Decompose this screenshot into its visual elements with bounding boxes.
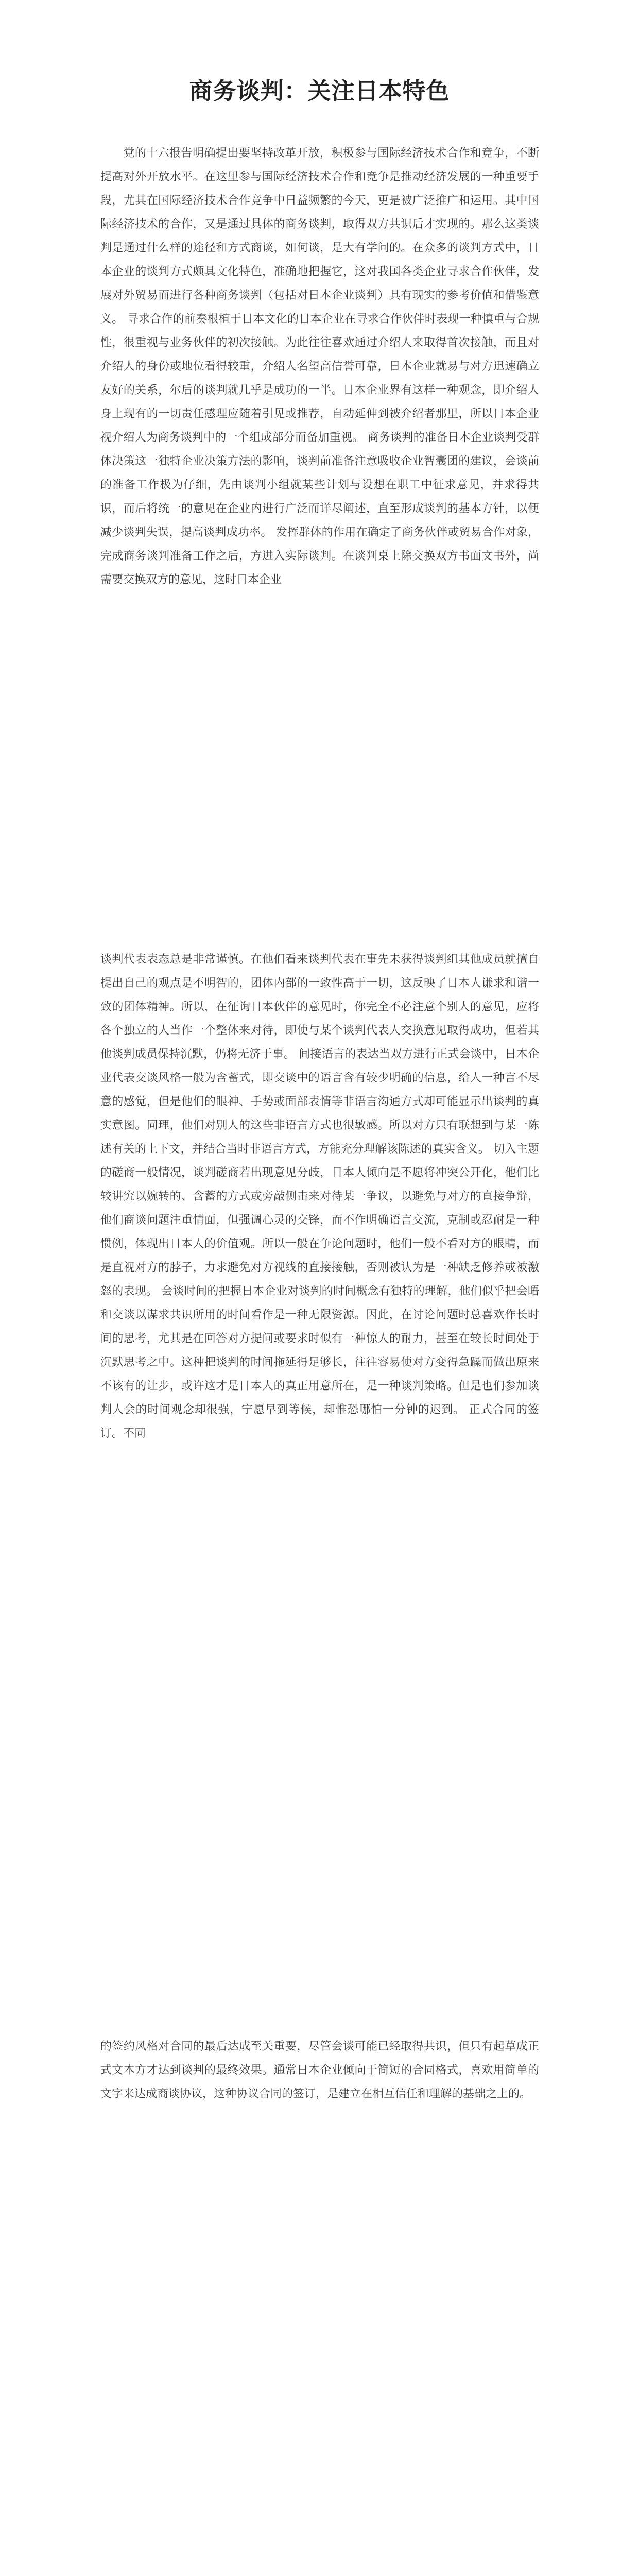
text-block-3: 的签约风格对合同的最后达成至关重要，尽管会谈可能已经取得共识，但只有起草成正式文本方才达到谈判的最终效果。通常日本企业倾向于简短的合同格式，喜欢用简单的文字来达成商谈协议，这种协议合同的签订，是建立在相互信任和理解的基础之上的。 — [100, 2040, 539, 2100]
document-title: 商务谈判：关注日本特色 — [189, 77, 450, 105]
text-block-2: 谈判代表表态总是非常谨慎。在他们看来谈判代表在事先未获得谈判组其他成员就擅自提出自己的观点是不明智的，团体内部的一致性高于一切，这反映了日本人谦求和谐一致的团体精神。所以，在征询日本伙伴的意见时，你完全不必注意个别人的意见，应将各个独立的人当作一个整体来对待，即使与某个谈判代表人交换意见取得成功，但若其他谈判成员保持沉默，仍将无济于事。 间接语言的表达当双方进行正式会谈中，日本企业代表交谈风格一般为含蓄式，即交谈中的语言含有较少明确的信息，给人一种言不尽意的感觉，但是他们的眼神、手势或面部表情等非语言沟通方式却可能显示出谈判的真实意图。同理，他们对别人的这些非语言方式也很敏感。所以对方只有联想到与某一陈述有关的上下文，并结合当时非语言方式，方能充分理解该陈述的真实含义。 切入主题的磋商一般情况，谈判磋商若出现意见分歧，日本人倾向是不愿将冲突公开化，他们比较讲究以婉转的、含蓄的方式或旁敲侧击来对待某一争议，以避免与对方的直接争辩，他们商谈问题注重情面，但强调心灵的交锋，而不作明确语言交流，克制或忍耐是一种惯例，体现出日本人的价值观。所以一般在争论问题时，他们一般不看对方的眼睛，而是直视对方的脖子，力求避免对方视线的直接接触，否则被认为是一种缺乏修养或被激怒的表现。 会谈时间的把握日本企业对谈判的时间概念有独特的理解，他们似乎把会晤和交谈以谋求共识所用的时间看作是一种无限资源。因此，在讨论问题时总喜欢作长时间的思考，尤其是在回答对方提问或要求时似有一种惊人的耐力，甚至在较长时间处于沉默思考之中。这种把谈判的时间拖延得足够长，往往容易使对方变得急躁而做出原来不该有的让步，或许这才是日本人的真正用意所在，是一种谈判策略。但是也们参加谈判人会的时间观念却很强，宁愿早到等候，却惟恐哪怕一分钟的迟到。 正式合同的签订。不同 — [100, 953, 539, 1440]
text-block-1 — [100, 142, 539, 817]
text-block-1-content: 党的十六报告明确提出要坚持改革开放，积极参与国际经济技术合作和竞争，不断提高对外开放水平。在这里参与国际经济技术合作和竞争是推动经济发展的一种重要手段，尤其在国际经济技术合作竞争中日益频繁的今天，更是被广泛推广和运用。其中国际经济技术的合作，又是通过具体的商务谈判，取得双方共识后才实现的。那么这类谈判是通过什么样的途径和方式商谈，如何谈，是大有学问的。在众多的谈判方式中，日本企业的谈判方式颇具文化特色，准确地把握它，这对我国各类企业寻求合作伙伴，发展对外贸易而进行各种商务谈判（包括对日本企业谈判）具有现实的参考价值和借鉴意义。 寻求合作的前奏根植于日本文化的日本企业在寻求合作伙伴时表现一种慎重与合规性，很重视与业务伙伴的初次接触。为此往往喜欢通过介绍人来取得首次接触，而且对介绍人的身份或地位看得较重，介绍人名望高信誉可靠，日本企业就易与对方迅速确立友好的关系，尔后的谈判就几乎是成功的一半。日本企业界有这样一种观念，即介绍人身上现有的一切责任感理应随着引见或推荐，自动延伸到被介绍者那里，所以日本企业视介绍人为商务谈判中的一个组成部分而备加重视。 商务谈判的准备日本企业谈判受群体决策这一独特企业决策方法的影响，谈判前准备注意吸收企业智囊团的建议，会谈前的准备工作极为仔细，先由谈判小组就某些计划与设想在职工中征求意见，并求得共识，而后将统一的意见在企业内进行广泛而详尽阐述，直至形成谈判的基本方针，以便减少谈判失误，提高谈判成功率。 发挥群体的作用在确定了商务伙伴或贸易合作对象，完成商务谈判准备工作之后，方进入实际谈判。在谈判桌上除交换双方书面文书外，尚需要交换双方的意见，这时日本企业 — [100, 147, 539, 586]
